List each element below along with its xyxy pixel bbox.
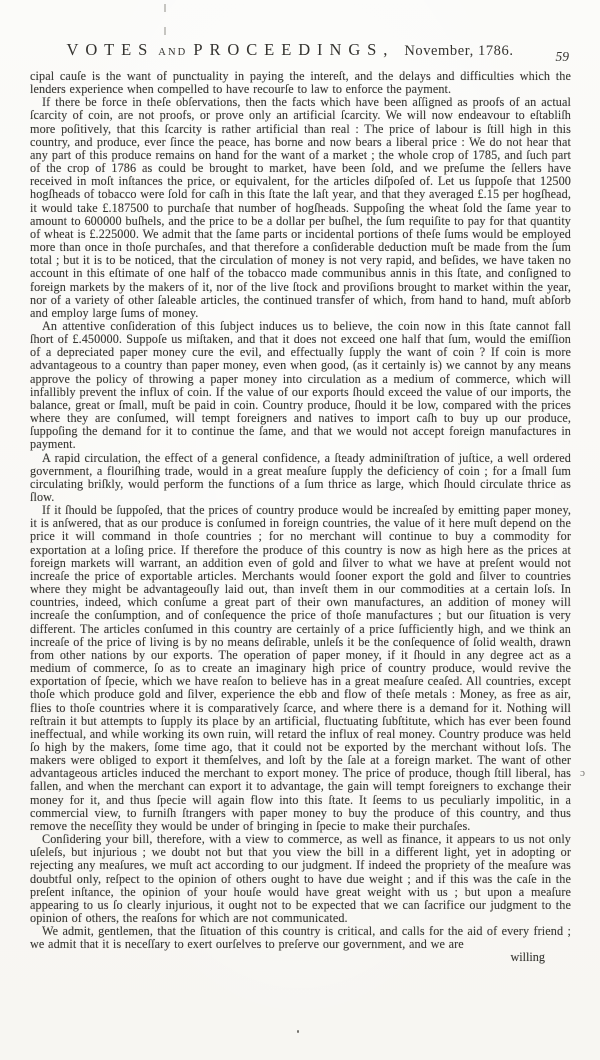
title-votes: VOTES [66, 40, 155, 59]
page-header [40, 40, 540, 60]
stray-ink-dot [297, 1030, 299, 1033]
paragraph: A rapid circulation, the effect of a general confidence, a ſteady adminiſtration of juſtice, a well ordered government, a flouriſhing trade, would in a great meaſure ſupply the deficiency of coin ; for a ſmall ſum circulating briſkly, would perform the functions of a ſum thrice as large, which ſhould circulate thrice as ſlow. [30, 450, 571, 504]
title-proceedings: PROCEEDINGS, [193, 40, 395, 59]
catchword-row [30, 951, 571, 964]
fold-mark [164, 4, 166, 12]
paragraph: An attentive conſideration of this ſubject induces us to believe, the coin now in this ſtate cannot fall ſhort of £.450000. Suppoſe us miſtaken, and that it does not exceed one half that ſum, would the emiſſion of a depreciated paper money cure the evil, and effectually ſupply the want of coin ? If coin is more advantageous to a country than paper money, even when good, (as it certainly is) we cannot by any means approve the policy of throwing a paper money into circulation as a medium of commerce, which will infallibly prevent the influx of coin. If the value of our exports ſhould exceed the value of our imports, the balance, great or ſmall, muſt be paid in coin. Country produce, ſhould it be low, compared with the prices where they are conſumed, will tempt foreigners and natives to import caſh to buy up our produce, ſuppoſing the demand for it to continue the ſame, and that we would not accept foreign manufactures in payment. [30, 318, 571, 452]
paragraph: cipal cauſe is the want of punctuality in paying the intereſt, and the delays and difficulties which the lenders experience when compelled to have recourſe to law to enforce the payment. [30, 69, 571, 97]
document-body [30, 70, 571, 965]
fold-mark [164, 27, 166, 35]
margin-mark: ɔ [580, 767, 585, 779]
title-date: November, 1786. [404, 43, 514, 59]
paragraph: If there be force in theſe obſervations, then the facts which have been aſſigned as proofs of an actual ſcarcity of coin, are not proofs, or prove only an artificial ſcarcity. We will now endeavour to eſtabliſh more poſitively, that this ſcarcity is rather artificial than real : The price of labour is ſtill high in this country, and produce, ever ſince the peace, has borne and now bears a liberal price : We do not hear that any part of this produce remains on hand for the want of a market ; the whole crop of 1785, and ſuch part of the crop of 1786 as could be brought to market, have been ſold, and we preſume the ſellers have received in moſt inſtances the price, or equivalent, for the articles diſpoſed of. Let us ſuppoſe that 12500 hogſheads of tobacco were ſold for caſh in this ſtate the laſt year, and that they averaged £.15 per hogſhead, it would take £.187500 to purchaſe that number of hogſheads. Suppoſing the wheat ſold the ſame year to amount to 600000 buſhels, and the price to be a dollar per buſhel, the ſum requiſite to pay for that quantity of wheat is £.225000. We admit that the ſame parts or incidental portions of theſe ſums would be employed more than once in thoſe purchaſes, and that therefore a conſiderable deduction muſt be made from the ſum total ; but it is to be noticed, that the circulation of money is not very rapid, and beſides, we have taken no account in this eſtimate of one half of the tobacco made communibus annis in this ſtate, and conſigned to foreign markets by the makers of it, nor of the live ſtock and proviſions brought to market within the year, nor of a variety of other ſaleable articles, the continued transfer of which, from hand to hand, muſt abſorb and employ large ſums of money. [30, 95, 571, 320]
title-and: AND [158, 47, 188, 58]
paragraph: We admit, gentlemen, that the ſituation of this country is critical, and calls for the aid of every friend ; we admit that it is neceſſary to exert ourſelves to preſerve our government, and we are [30, 924, 571, 952]
paragraph: Conſidering your bill, therefore, with a view to commerce, as well as finance, it appears to us not only uſeleſs, but injurious ; we doubt not but that you view the bill in a different light, yet in adopting or rejecting any meaſures, we muſt act according to our judgment. If indeed the propriety of the meaſure was doubtful only, reſpect to the opinion of others ought to have due weight ; and if this was the caſe in the preſent inſtance, the opinion of your houſe would have great weight with us ; but upon a meaſure appearing to us ſo clearly injurious, it ought not to be expected that we can ſacrifice our judgment to the opinion of others, the reaſons for which are not communicated. [30, 832, 571, 925]
catchword: willing [510, 950, 545, 965]
paragraph: If it ſhould be ſuppoſed, that the prices of country produce would be increaſed by emitting paper money, it is anſwered, that as our produce is conſumed in foreign countries, the value of it here muſt depend on the price it will command in thoſe countries ; for no merchant will continue to buy a commodity for exportation at a loſing price. If therefore the produce of this country is now as high here as the prices at foreign markets will warrant, an addition even of gold and ſilver to what we have at preſent would not increaſe the price of exportable articles. Merchants would ſooner export the gold and ſilver to countries where they might be advantageouſly laid out, than inveſt them in our commodities at a certain loſs. In countries, indeed, which conſume a great part of their own manufactures, an addition of money will increaſe the conſumption, and of conſequence the price of thoſe manufactures ; but our ſituation is very different. The articles conſumed in this country are certainly of a price ſufficiently high, and we think an increaſe of the price of living is by no means deſirable, unleſs it be the conſequence of ſolid wealth, drawn from other nations by our exports. The operation of paper money, if it ſhould in any degree act as a medium of commerce, ſo as to create an imaginary high price of country produce, would revive the exportation of ſpecie, which we have reaſon to believe has in a great meaſure ceaſed. All countries, except thoſe which produce gold and ſilver, experience the ebb and flow of theſe metals : Money, as free as air, flies to thoſe countries where it is comparatively ſcarce, and where there is a demand for it. Nothing will reſtrain it but attempts to ſupply its place by an artificial, fluctuating ſubſtitute, which has ever been found ineffectual, and while working its own ruin, will retard the influx of real money. Country produce was held ſo high by the makers, ſome time ago, that it could not be exported by the merchant without loſs. The makers were obliged to export it themſelves, and loſt by the ſale at a foreign market. The want of other advantageous articles induced the merchant to export money. The price of produce, though ſtill liberal, has fallen, and when the merchant can export it to advantage, the gain will tempt foreigners to exchange their money for it, and thus ſpecie will again flow into this ſtate. It ſeems to us peculiarly impolitic, in a commercial view, to furniſh ſtrangers with paper money to buy the produce of this country, and thus remove the neceſſity they would be under of bringing in ſpecie to make their purchaſes. [30, 503, 571, 833]
page-number: 59 [555, 49, 569, 64]
